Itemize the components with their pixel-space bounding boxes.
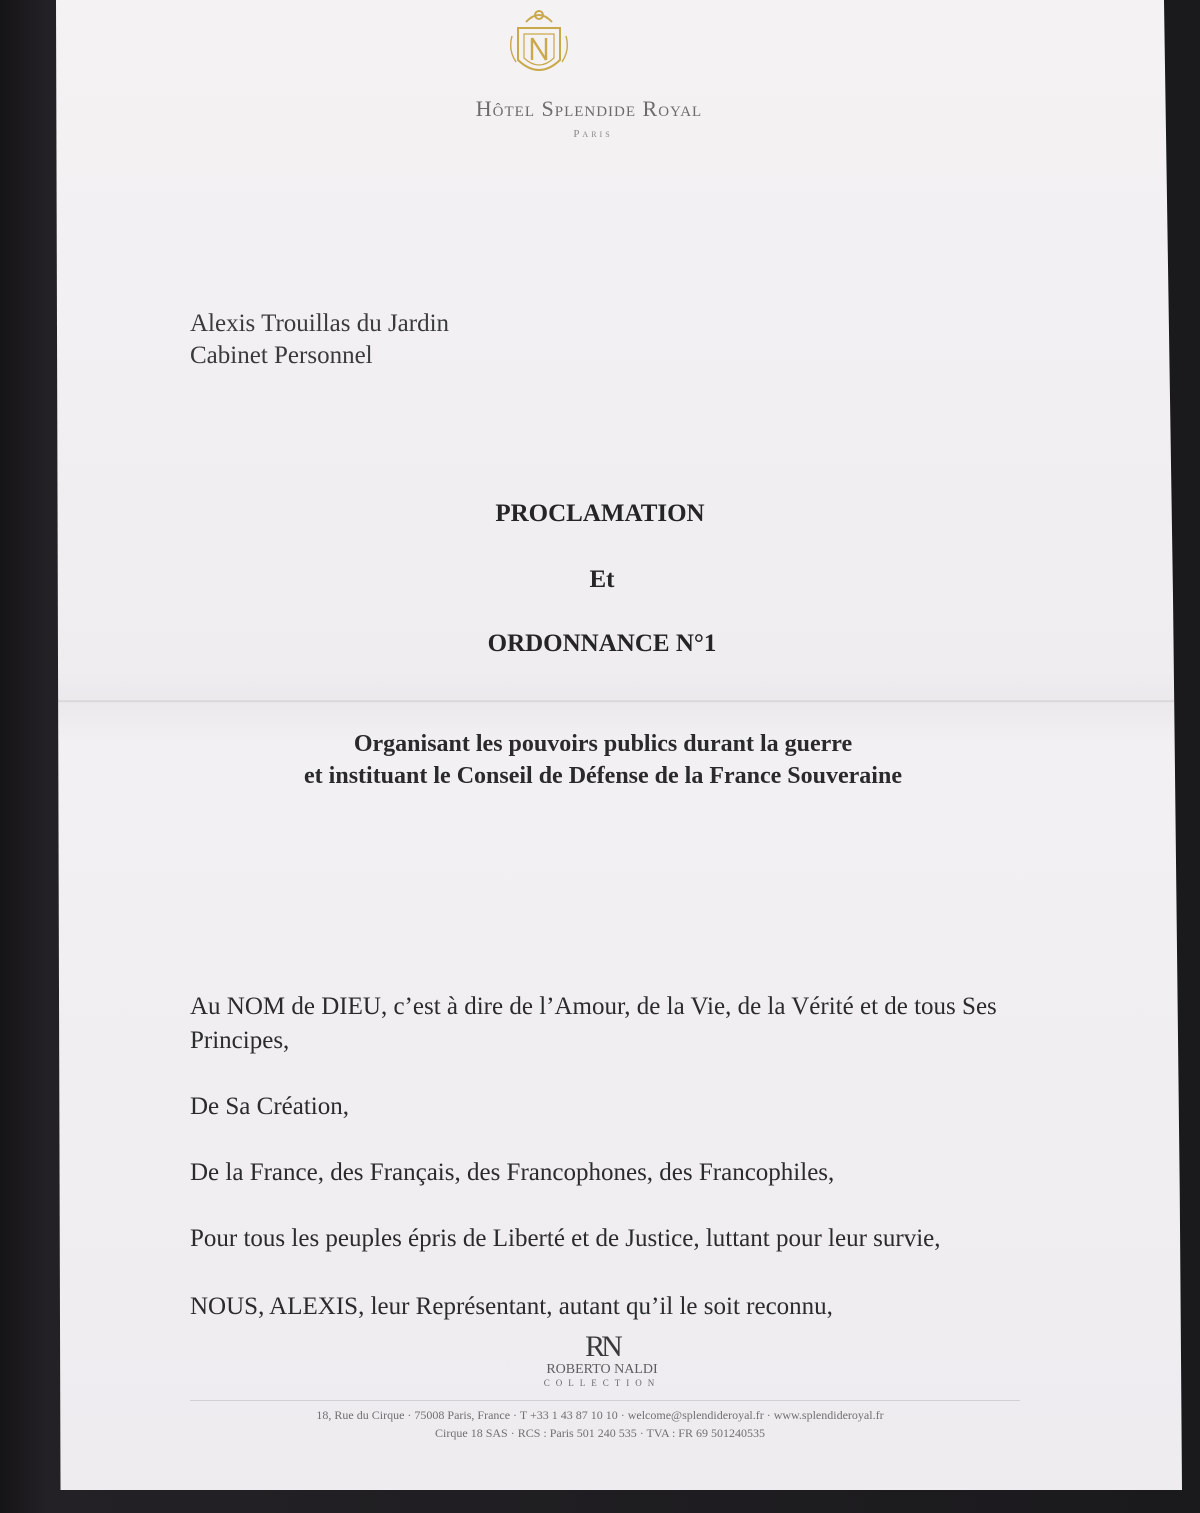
brand-monogram: RN [585,1330,619,1363]
brand-collection: COLLECTION [543,1378,661,1388]
body-paragraph: Au NOM de DIEU, c’est à dire de l’Amour, de la Vie, de la Vérité et de tous Ses Principes, [190,993,997,1054]
recipient-block [190,308,449,372]
recipient-office: Cabinet Personnel [190,342,373,369]
document-title: PROCLAMATION [495,500,705,527]
subtitle-line: et instituant le Conseil de Défense de la France Souveraine [304,763,902,789]
hotel-city: Paris [573,128,613,140]
paper-fold [56,700,1182,703]
document-subtitle [0,728,1200,792]
footer-divider [190,1400,1020,1401]
brand-name: ROBERTO NALDI [546,1362,658,1377]
body-paragraph: De la France, des Français, des Francophones, des Francophiles, [190,1159,835,1186]
hotel-name: Hôtel Splendide Royal [475,96,703,121]
ordinance-number: ORDONNANCE N°1 [487,630,717,657]
body-paragraph: De Sa Création, [190,1093,349,1120]
recipient-name: Alexis Trouillas du Jardin [190,310,450,337]
body-paragraph: Pour tous les peuples épris de Liberté et de Justice, luttant pour leur survie, [190,1225,941,1252]
title-conjunction: Et [589,566,615,593]
footer-legal-line: Cirque 18 SAS · RCS : Paris 501 240 535 · TVA : FR 69 501240535 [435,1426,765,1440]
hotel-crest-icon [506,6,572,84]
footer-address-line: 18, Rue du Cirque · 75008 Paris, France · T +33 1 43 87 10 10 · welcome@splendideroyal.fr · www.splendideroyal.fr [316,1408,884,1422]
subtitle-line: Organisant les pouvoirs publics durant la guerre [353,731,853,757]
body-paragraph: NOUS, ALEXIS, leur Représentant, autant qu’il le soit reconnu, [190,1293,833,1320]
